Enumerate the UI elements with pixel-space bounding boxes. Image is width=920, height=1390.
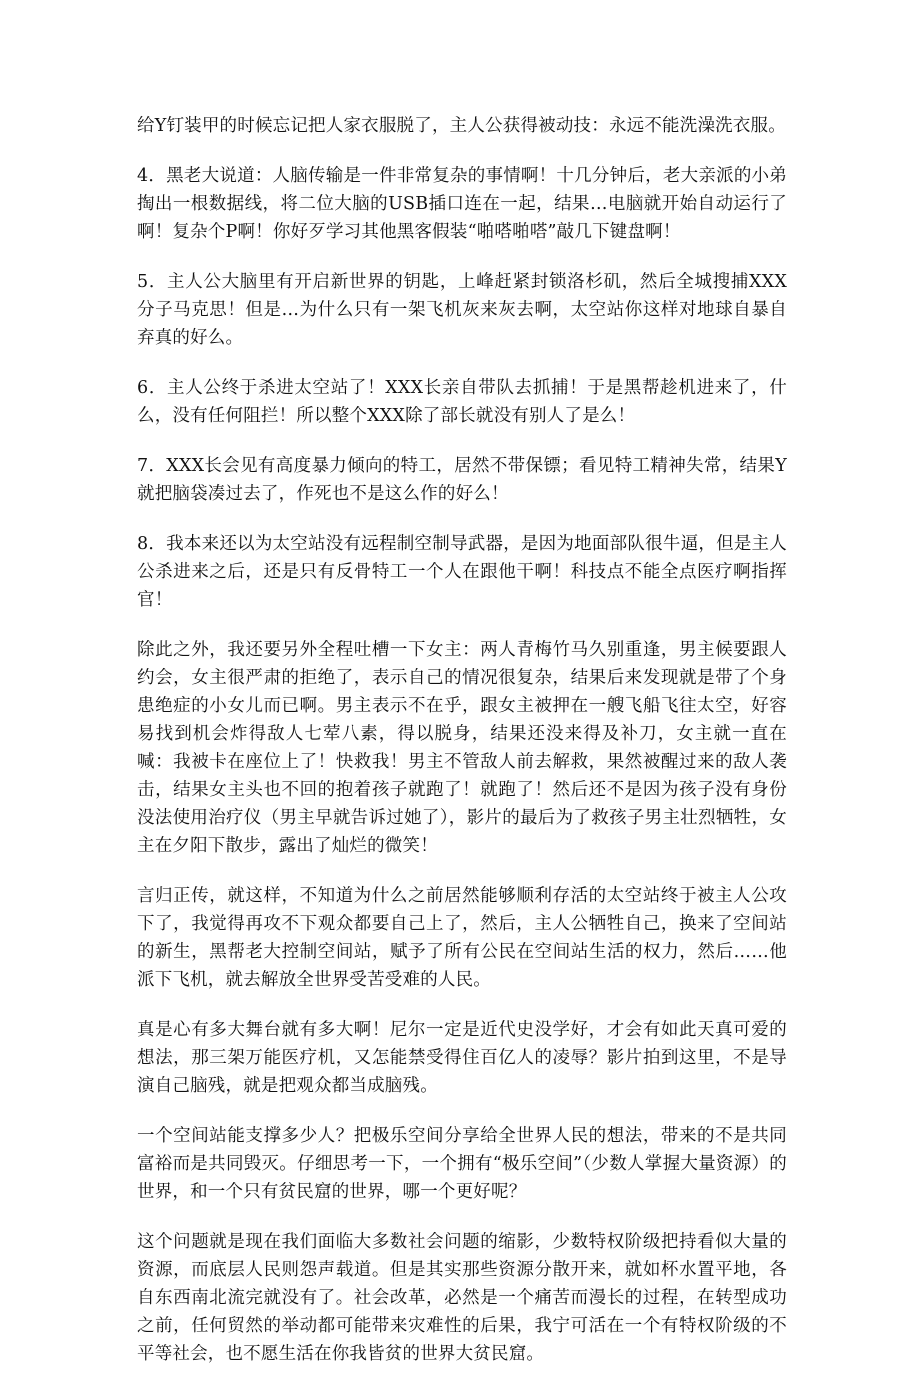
paragraph-point-6: 6．主人公终于杀进太空站了！XXX长亲自带队去抓捕！于是黑帮趁机进来了，什么，没有任何阻拦！所以整个XXX除了部长就没有别人了是么！ [137, 378, 787, 426]
paragraph-space-station-capacity: 一个空间站能支撑多少人？把极乐空间分享给全世界人民的想法，带来的不是共同富裕而是共同毁灭。仔细思考一下，一个拥有“极乐空间”（少数人掌握大量资源）的世界，和一个只有贫民窟的世界，哪一个更好呢？ [137, 1126, 787, 1202]
paragraph-point-5: 5．主人公大脑里有开启新世界的钥匙，上峰赶紧封锁洛杉矶，然后全城搜捕XXX分子马克思！但是…为什么只有一架飞机灰来灰去啊，太空站你这样对地球自暴自弃真的好么。 [137, 272, 787, 348]
paragraph-point-4: 4．黑老大说道：人脑传输是一件非常复杂的事情啊！十几分钟后，老大亲派的小弟掏出一根数据线，将二位大脑的USB插口连在一起，结果…电脑就开始自动运行了啊！复杂个P啊！你好歹学习其他黑客假装“啪嗒啪嗒”敲几下键盘啊！ [137, 166, 787, 242]
paragraph-point-7: 7．XXX长会见有高度暴力倾向的特工，居然不带保镖；看见特工精神失常，结果Y就把脑袋凑过去了，作死也不是这么作的好么！ [137, 456, 787, 504]
paragraph-point-8: 8．我本来还以为太空站没有远程制空制导武器，是因为地面部队很牛逼，但是主人公杀进来之后，还是只有反骨特工一个人在跟他干啊！科技点不能全点医疗啊指挥官！ [137, 534, 787, 610]
paragraph-intro: 给Y钉装甲的时候忘记把人家衣服脱了，主人公获得被动技：永远不能洗澡洗衣服。 [137, 116, 786, 136]
paragraph-heroine-critique: 除此之外，我还要另外全程吐槽一下女主：两人青梅竹马久别重逢，男主候要跟人约会，女主很严肃的拒绝了，表示自己的情况很复杂，结果后来发现就是带了个身患绝症的小女儿而已啊。男主表示不在乎，跟女主被押在一艘飞船飞往太空，好容易找到机会炸得敌人七荤八素，得以脱身，结果还没来得及补刀，女主就一直在喊：我被卡在座位上了！快救我！男主不管敌人前去解救，果然被醒过来的敌人袭击，结果女主头也不回的抱着孩子就跑了！就跑了！然后还不是因为孩子没有身份没法使用治疗仪（男主早就告诉过她了），影片的最后为了救孩子男主壮烈牺牲，女主在夕阳下散步，露出了灿烂的微笑！ [137, 640, 787, 856]
paragraph-conclusion: 这个问题就是现在我们面临大多数社会问题的缩影，少数特权阶级把持看似大量的资源，而底层人民则怨声载道。但是其实那些资源分散开来，就如杯水置平地，各自东西南北流完就没有了。社会改革，必然是一个痛苦而漫长的过程，在转型成功之前，任何贸然的举动都可能带来灾难性的后果，我宁可活在一个有特权阶级的不平等社会，也不愿生活在你我皆贫的世界大贫民窟。 [137, 1232, 787, 1364]
paragraph-back-to-topic: 言归正传，就这样，不知道为什么之前居然能够顺利存活的太空站终于被主人公攻下了，我觉得再攻不下观众都要自己上了，然后，主人公牺牲自己，换来了空间站的新生，黑帮老大控制空间站，赋予了所有公民在空间站生活的权力，然后……他派下飞机，就去解放全世界受苦受难的人民。 [137, 886, 787, 990]
paragraph-big-stage: 真是心有多大舞台就有多大啊！尼尔一定是近代史没学好，才会有如此天真可爱的想法，那三架万能医疗机，又怎能禁受得住百亿人的凌辱？影片拍到这里，不是导演自己脑残，就是把观众都当成脑残。 [137, 1020, 787, 1096]
document-body [137, 112, 787, 1390]
